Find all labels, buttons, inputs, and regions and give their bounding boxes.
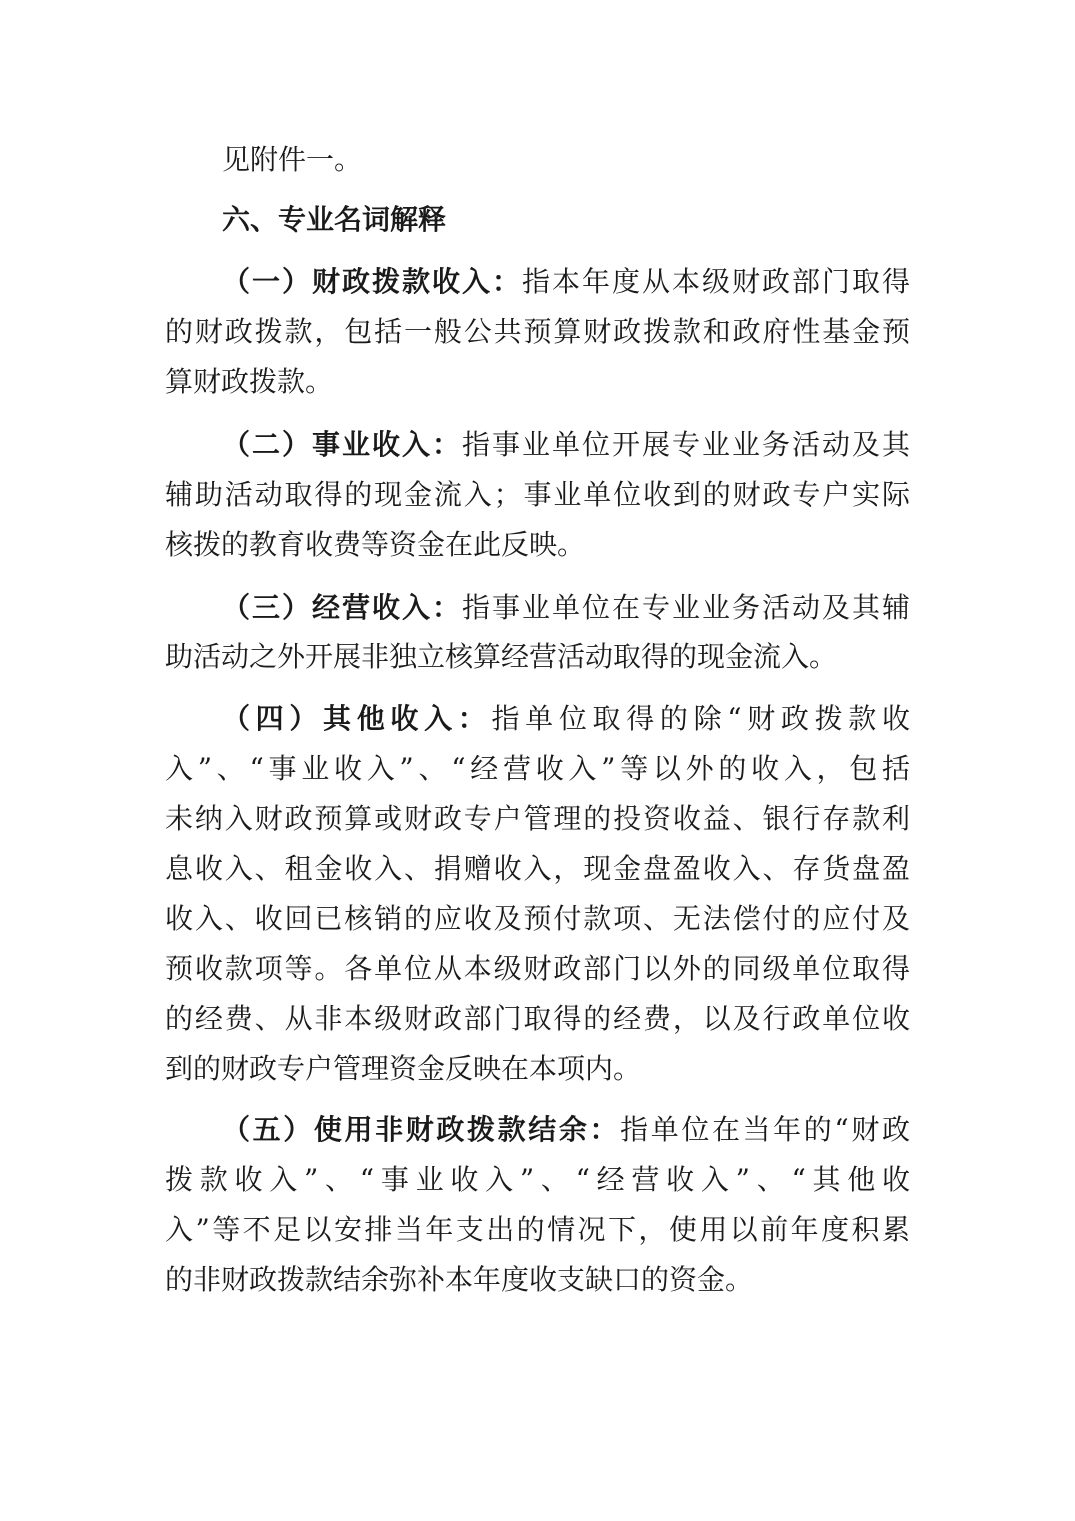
section-heading: 六、专业名词解释	[222, 203, 447, 236]
text-line: 入”等不足以安排当年支出的情况下，使用以前年度积累	[165, 1213, 910, 1246]
text-line: 的经费、从非本级财政部门取得的经费，以及行政单位收	[165, 1002, 910, 1035]
term-label: （五）使用非财政拨款结余：	[222, 1113, 621, 1146]
term-label: （一）财政拨款收入：	[222, 265, 522, 298]
text-line: 到的财政专户管理资金反映在本项内。	[165, 1052, 642, 1085]
term-label: （二）事业收入：	[222, 428, 462, 461]
text-line: 见附件一。	[222, 143, 363, 176]
text-line: 的非财政拨款结余弥补本年度收支缺口的资金。	[165, 1263, 754, 1296]
term-definition: 指单位取得的除“财政拨款收	[491, 702, 910, 735]
definition-line	[222, 262, 910, 302]
text-line: 拨款收入”、“事业收入”、“经营收入”、“其他收	[165, 1163, 910, 1196]
text-line: 助活动之外开展非独立核算经营活动取得的现金流入。	[165, 640, 838, 673]
term-label: （四）其他收入：	[222, 702, 492, 735]
text-line: 的财政拨款，包括一般公共预算财政拨款和政府性基金预	[165, 315, 910, 348]
term-definition: 指事业单位在专业业务活动及其辅	[462, 591, 910, 624]
text-line: 息收入、租金收入、捐赠收入，现金盘盈收入、存货盘盈	[165, 852, 910, 885]
term-label: （三）经营收入：	[222, 591, 462, 624]
definition-line	[222, 1110, 910, 1150]
text-line: 收入、收回已核销的应收及预付款项、无法偿付的应付及	[165, 902, 910, 935]
text-line: 入”、“事业收入”、“经营收入”等以外的收入，包括	[165, 752, 910, 785]
text-line: 核拨的教育收费等资金在此反映。	[165, 528, 586, 561]
text-line: 算财政拨款。	[165, 365, 334, 398]
term-definition: 指单位在当年的“财政	[620, 1113, 910, 1146]
term-definition: 指事业单位开展专业业务活动及其	[462, 428, 910, 461]
text-line: 未纳入财政预算或财政专户管理的投资收益、银行存款利	[165, 802, 910, 835]
definition-line	[222, 588, 910, 628]
definition-line	[222, 699, 910, 739]
text-line: 辅助活动取得的现金流入；事业单位收到的财政专户实际	[165, 478, 910, 511]
text-line: 预收款项等。各单位从本级财政部门以外的同级单位取得	[165, 952, 910, 985]
definition-line	[222, 425, 910, 465]
term-definition: 指本年度从本级财政部门取得	[522, 265, 910, 298]
